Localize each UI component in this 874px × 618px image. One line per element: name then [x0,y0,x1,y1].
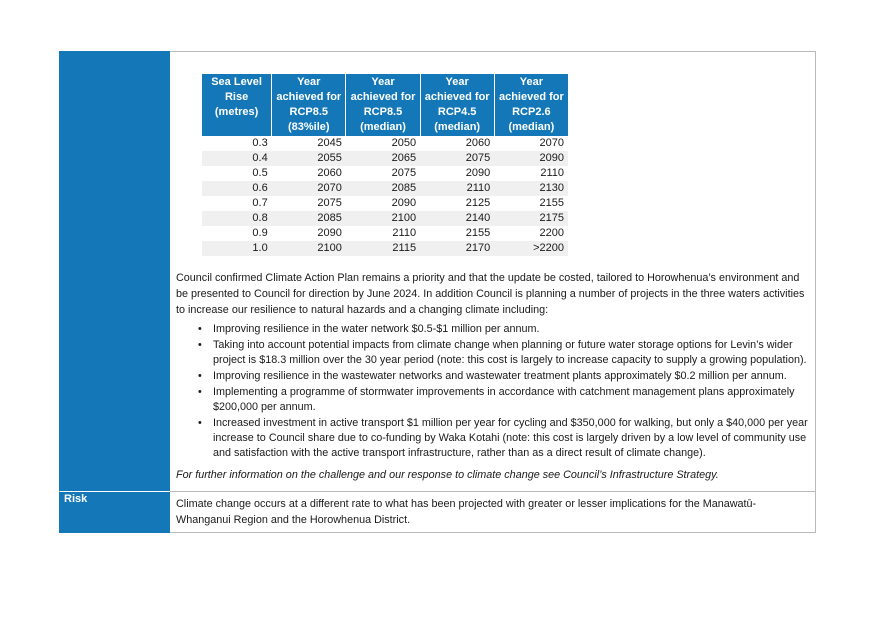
table-row [202,166,568,181]
table-row [202,211,568,226]
project-bullet-list [176,322,812,462]
list-item: • Improving resilience in the wastewater networks and wastewater treatment plants approximately $0.2 million per annum. [198,370,787,382]
bullet-icon: • [198,339,202,351]
table-cell: 2130 [494,181,568,196]
table-cell: 2075 [391,167,417,179]
header-rcp85-83ile: Year achieved for RCP8.5 (83%ile) [272,74,346,136]
header-rcp45-median: Year achieved for RCP4.5 (median) [420,74,494,136]
table-cell: 2115 [346,241,420,256]
table-cell: 2090 [465,167,491,179]
further-info-note: For further information on the challenge and our response to climate change see Council’s Infrastructure Strategy. [176,469,719,481]
table-cell: 0.3 [252,137,268,149]
table-cell: 2100 [346,211,420,226]
table-cell: 0.5 [252,167,268,179]
sea-level-rise-table [202,74,568,256]
table-row [202,181,568,196]
table-cell: 2125 [465,197,491,209]
table-cell: 2055 [272,151,346,166]
table-cell: 0.8 [202,211,272,226]
table-cell: 2155 [539,197,564,209]
list-item: • Taking into account potential impacts from climate change when planning or future water storage options for Levin’s wider project is $18.3 million over the 30 year period (note: this cost is largely to increase capacity to supply a growing population). [198,339,807,366]
table-cell: 2100 [272,241,346,256]
intro-paragraph: Council confirmed Climate Action Plan remains a priority and that the update be costed, tailored to Horowhenua’s environment and be presented to Council for direction by June 2024. In addition Council is planning a number of projects in the three waters activities to increase our resilience to natural hazards and a changing climate including: [176,272,805,316]
table-row [202,151,568,166]
header-rcp85-median: Year achieved for RCP8.5 (median) [346,74,420,136]
table-cell: 2140 [420,211,494,226]
table-cell: 2070 [272,181,346,196]
table-row [202,241,568,256]
table-cell: 2075 [317,197,342,209]
table-cell: 0.9 [252,227,268,239]
table-cell: 2175 [494,211,568,226]
table-cell: 2110 [392,227,417,239]
table-cell: 2045 [317,137,342,149]
risk-label: Risk [64,493,88,505]
table-cell: 0.6 [202,181,272,196]
table-cell: 2085 [272,211,346,226]
table-cell: 2060 [465,137,491,149]
table-cell: 2090 [317,227,342,239]
header-rcp26-median: Year achieved for RCP2.6 (median) [494,74,568,136]
table-cell: 1.0 [202,241,272,256]
table-cell: 0.7 [252,197,268,209]
table-cell: >2200 [494,241,568,256]
table-header-row [202,74,568,136]
table-cell: 2110 [540,167,564,179]
table-cell: 2170 [420,241,494,256]
table-cell: 2060 [317,167,342,179]
list-item: • Implementing a programme of stormwater improvements in accordance with catchment management plans approximately $200,000 per annum. [198,386,795,413]
row-divider [170,491,816,492]
table-row [202,196,568,211]
table-cell: 2050 [391,137,417,149]
sidebar-risk-cell [59,492,170,533]
table-cell: 2075 [420,151,494,166]
table-row [202,226,568,241]
bullet-icon: • [198,323,202,335]
table-cell: 2065 [346,151,420,166]
bullet-icon: • [198,386,202,398]
table-cell: 2070 [539,137,564,149]
table-cell: 2200 [539,227,564,239]
bullet-icon: • [198,417,202,429]
table-cell: 2090 [391,197,417,209]
bullet-icon: • [198,370,202,382]
table-cell: 2155 [465,227,491,239]
table-row [202,136,568,151]
table-cell: 2085 [346,181,420,196]
risk-text: Climate change occurs at a different rate to what has been projected with greater or lesser implications for the Manawatū-Whanganui Region and the Horowhenua District. [176,498,757,526]
table-cell: 2090 [494,151,568,166]
list-item: • Improving resilience in the water network $0.5-$1 million per annum. [198,323,540,335]
sidebar-heading-cell [59,51,170,491]
table-cell: 2110 [420,181,494,196]
header-sea-level-rise: Sea Level Rise (metres) [202,74,272,136]
list-item: • Increased investment in active transport $1 million per year for cycling and $350,000 for walking, but only a $40,000 per year increase to Council share due to co-funding by Waka Kotahi (note: this cost is largely driven by a low level of community use and satisfaction with the active transport infrastructure, rather than as a direct result of climate change). [198,417,808,459]
table-cell: 0.4 [202,151,272,166]
